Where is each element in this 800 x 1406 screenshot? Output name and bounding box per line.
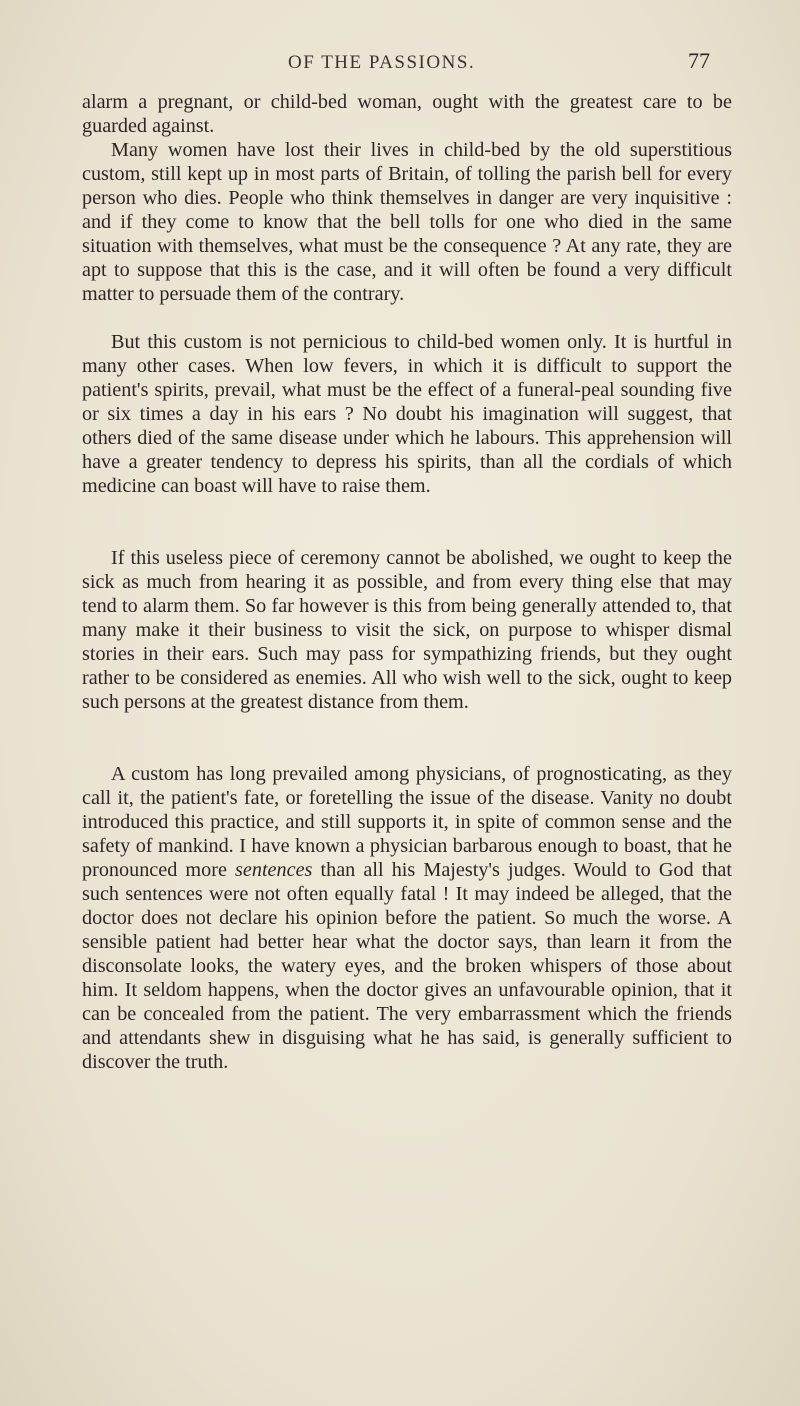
paragraph-continuation: alarm a pregnant, or child-bed woman, ought with the greatest care to be guarded against. xyxy=(82,91,732,137)
page-number: 77 xyxy=(688,48,710,73)
paragraph-but-this-custom: But this custom is not pernicious to child-bed women only. It is hurtful in many other cases. When low fevers, in which it is difficult to support the patient's spirits, prevail, what must be the effect of a funeral-peal sounding five or six times a day in his ears ? No doubt his imagination will suggest, that others died of the same disease under which he labours. This apprehension will have a greater tendency to depress his spirits, than all the cordials of which medicine can boast will have to raise them. xyxy=(82,331,732,497)
paragraph-prognosticating xyxy=(82,762,732,1170)
paragraph-prognosticating-part-2: than all his Majesty's judges. Would to God that such sentences were not often equally fatal ! It may indeed be alleged, that the doctor does not declare his opinion before the patient. So much the worse. A sensible patient had better hear what the doctor says, than learn it from the disconsolate looks, the watery eyes, and the broken whispers of those about him. It seldom happens, when the doctor gives an unfavourable opinion, that it can be concealed from the patient. The very embarrassment which the friends and attendants shew in disguising what he has said, is generally sufficient to discover the truth. xyxy=(82,859,732,1073)
paragraph-many-women: Many women have lost their lives in child-bed by the old superstitious custom, still kept up in most parts of Britain, of tolling the parish bell for every person who dies. People who think themselves in danger are very inquisitive : and if they come to know that the bell tolls for one who died in the same situation with themselves, what must be the consequence ? At any rate, they are apt to suppose that this is the case, and it will often be found a very difficult matter to persuade them of the contrary. xyxy=(82,139,732,305)
italic-sentences: sentences xyxy=(235,859,313,881)
page-header xyxy=(0,48,800,82)
paragraph-prognosticating-part-1: A custom has long prevailed among physicians, of prognosticating, as they call it, the patient's fate, or foretelling the issue of the disease. Vanity no doubt introduced this practice, and still supports it, in spite of common sense and the safety of mankind. I have known a physician barbarous enough to boast, that he pronounced more xyxy=(82,763,732,881)
body-text xyxy=(82,90,732,1170)
paragraph-useless-ceremony: If this useless piece of ceremony cannot be abolished, we ought to keep the sick as much from hearing it as possible, and from every thing else that may tend to alarm them. So far however is this from being generally attended to, that many make it their business to visit the sick, on purpose to whisper dismal stories in their ears. Such may pass for sympathizing friends, but they ought rather to be considered as enemies. All who wish well to the sick, ought to keep such persons at the greatest distance from them. xyxy=(82,547,732,713)
running-head: OF THE PASSIONS. xyxy=(288,52,476,73)
